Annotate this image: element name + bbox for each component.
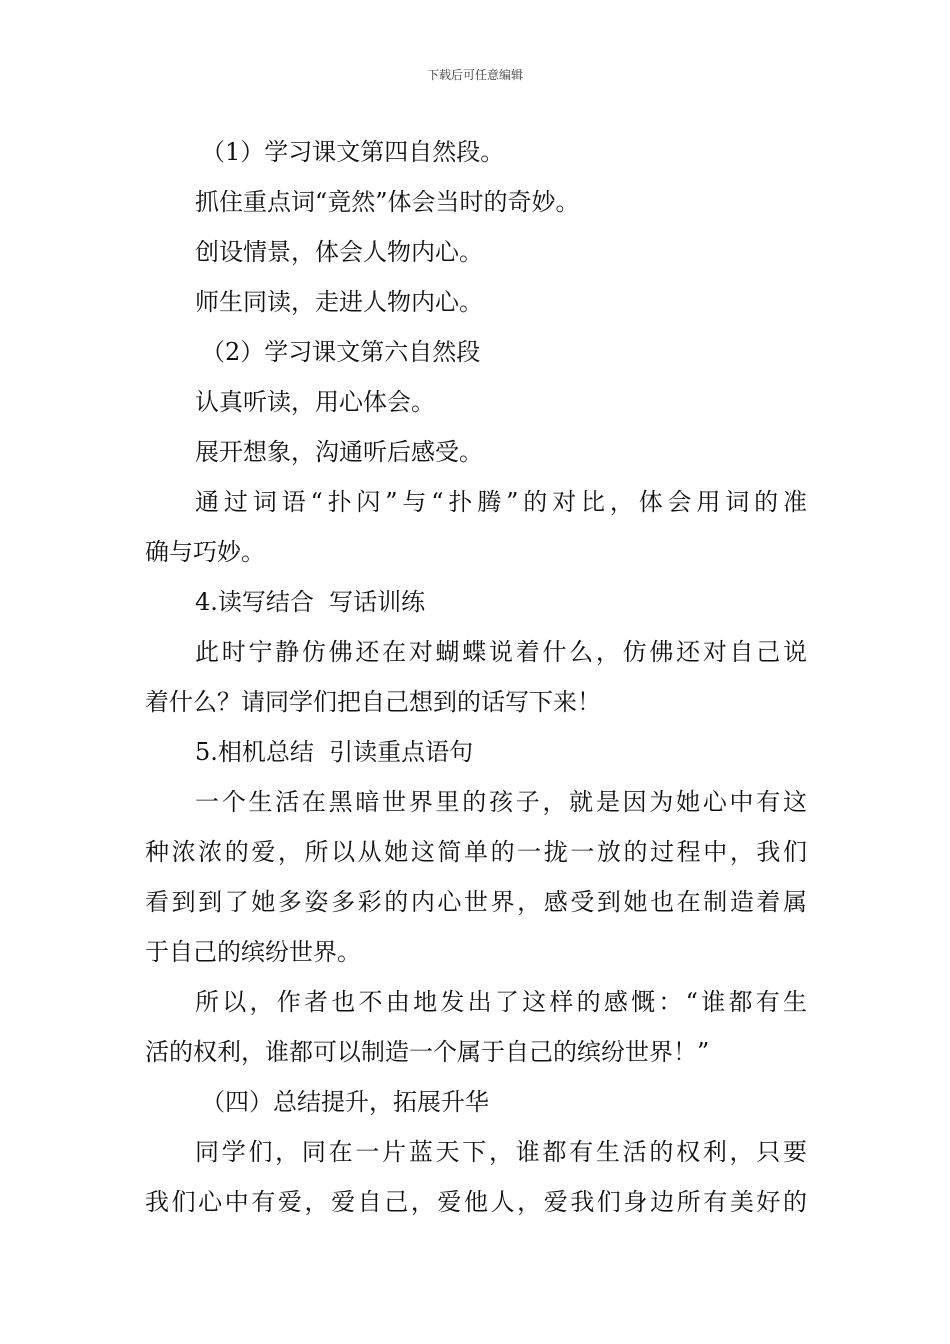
paragraph-line: 所以，作者也不由地发出了这样的感慨：“谁都有生	[195, 988, 807, 1016]
paragraph-line: 通过词语“扑闪”与“扑腾”的对比，体会用词的准	[195, 488, 807, 516]
page-header: 下载后可任意编辑	[426, 68, 523, 82]
paragraph-line: 确与巧妙。	[145, 538, 265, 566]
paragraph-line: 此时宁静仿佛还在对蝴蝶说着什么，仿佛还对自己说	[195, 638, 807, 666]
paragraph-line: 着什么？请同学们把自己想到的话写下来！	[145, 688, 601, 716]
paragraph-line: （2）学习课文第六自然段	[201, 338, 481, 366]
section-heading: 4.读写结合 写话训练	[195, 588, 426, 616]
paragraph-line: 师生同读，走进人物内心。	[195, 288, 483, 316]
section-heading: 5.相机总结 引读重点语句	[195, 738, 474, 766]
paragraph-line: 创设情景，体会人物内心。	[195, 238, 483, 266]
paragraph-line: 展开想象，沟通听后感受。	[195, 438, 483, 466]
paragraph-line: 种浓浓的爱，所以从她这简单的一拢一放的过程中，我们	[145, 838, 807, 866]
paragraph-line: 认真听读，用心体会。	[195, 388, 435, 416]
paragraph-line: 看到到了她多姿多彩的内心世界，感受到她也在制造着属	[145, 888, 807, 916]
paragraph-line: 我们心中有爱，爱自己，爱他人，爱我们身边所有美好的	[145, 1188, 807, 1216]
paragraph-line: 抓住重点词“竟然”体会当时的奇妙。	[195, 188, 580, 216]
document-body	[145, 127, 807, 1227]
paragraph-line: 一个生活在黑暗世界里的孩子，就是因为她心中有这	[195, 788, 807, 816]
paragraph-line: 于自己的缤纷世界。	[145, 938, 361, 966]
paragraph-line: （1）学习课文第四自然段。	[201, 138, 505, 166]
paragraph-line: 活的权利，谁都可以制造一个属于自己的缤纷世界！”	[145, 1038, 710, 1066]
paragraph-line: 同学们，同在一片蓝天下，谁都有生活的权利，只要	[195, 1138, 807, 1166]
section-heading: （四）总结提升，拓展升华	[201, 1088, 489, 1116]
